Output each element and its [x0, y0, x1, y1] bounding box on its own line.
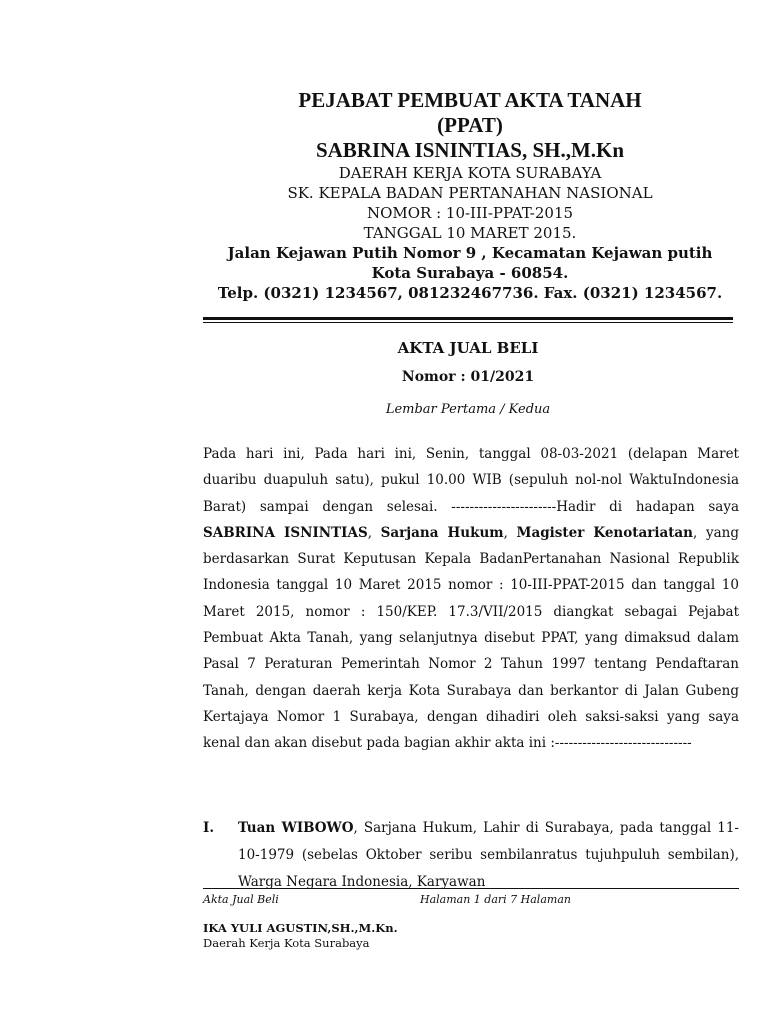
deed-copy-label: Lembar Pertama / Kedua [385, 402, 551, 417]
letterhead [150, 88, 768, 303]
decree-date: TANGGAL 10 MARET 2015. [363, 224, 577, 242]
footer-divider [203, 888, 739, 889]
footer-work-area: Daerah Kerja Kota Surabaya [203, 936, 370, 950]
separator: , [367, 524, 381, 541]
party-name: Tuan WIBOWO [238, 820, 354, 836]
deed-title: AKTA JUAL BELI [397, 339, 539, 357]
office-title: PEJABAT PEMBUAT AKTA TANAH [298, 88, 642, 112]
party-number: I. [203, 820, 215, 836]
contact-line: Telp. (0321) 1234567, 081232467736. Fax. (0321) 1234567. [217, 284, 723, 302]
office-abbreviation: (PPAT) [437, 113, 503, 137]
notary-degree-2: Magister Kenotariatan [516, 524, 693, 541]
decree-number: NOMOR : 10-III-PPAT-2015 [366, 204, 574, 222]
footer-page-number: Halaman 1 dari 7 Halaman [420, 893, 571, 906]
header-divider-thin [203, 322, 733, 323]
decree-issuer: SK. KEPALA BADAN PERTANAHAN NASIONAL [287, 184, 653, 202]
opening-paragraph [203, 441, 739, 757]
address-line-2: Kota Surabaya - 60854. [371, 264, 569, 282]
party-item-1 [203, 815, 739, 896]
notary-name: SABRINA ISNINTIAS [203, 524, 368, 541]
work-area: DAERAH KERJA KOTA SURABAYA [338, 164, 602, 182]
official-name: SABRINA ISNINTIAS, SH.,M.Kn [315, 138, 625, 162]
opening-text: Pada hari ini, Pada hari ini, Senin, tanggal 08-03-2021 (delapan Maret duaribu duapuluh satu), pukul 10.00 WIB (sepuluh nol-nol WaktuIndonesia Barat) sampai dengan selesai. -----------------------Hadir di hadapan saya [203, 446, 739, 515]
address-line-1: Jalan Kejawan Putih Nomor 9 , Kecamatan Kejawan putih [227, 244, 713, 262]
opening-text-continued: , yang berdasarkan Surat Keputusan Kepala BadanPertanahan Nasional Republik Indonesia tanggal 10 Maret 2015 nomor : 10-III-PPAT-2015 dan tanggal 10 Maret 2015, nomor : 150/KEP. 17.3/VII/2015 diangkat sebagai Pejabat Pembuat Akta Tanah, yang selanjutnya disebut PPAT, yang dimaksud dalam Pasal 7 Peraturan Pemerintah Nomor 2 Tahun 1997 tentang Pendaftaran Tanah, dengan daerah kerja Kota Surabaya dan berkantor di Jalan Gubeng Kertajaya Nomor 1 Surabaya, dengan dihadiri oleh saksi-saksi yang saya kenal dan akan disebut pada bagian akhir akta ini :------------------------------ [203, 524, 739, 752]
notary-degree-1: Sarjana Hukum [380, 524, 504, 541]
footer-official-name: IKA YULI AGUSTIN,SH.,M.Kn. [203, 921, 398, 935]
header-divider-thick [203, 317, 733, 320]
footer-document-name: Akta Jual Beli [203, 893, 279, 906]
deed-number: Nomor : 01/2021 [401, 369, 535, 385]
party-details: , Sarjana Hukum, Lahir di Surabaya, pada tanggal 11-10-1979 (sebelas Oktober seribu sembilanratus tujuhpuluh sembilan), Warga Negara Indonesia, Karyawan [238, 820, 739, 890]
separator: , [503, 524, 517, 541]
